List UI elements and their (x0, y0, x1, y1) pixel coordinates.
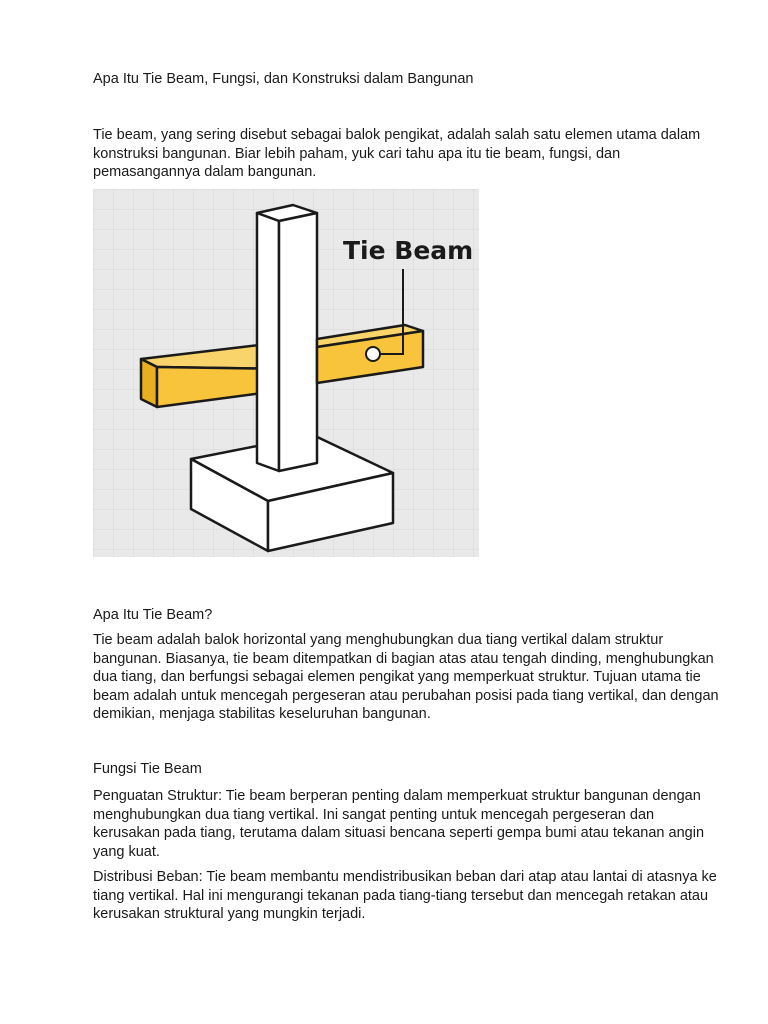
tie-beam-illustration (93, 189, 479, 557)
document-title: Apa Itu Tie Beam, Fungsi, dan Konstruksi dalam Bangunan (93, 71, 474, 87)
bolt-hole (366, 347, 380, 361)
function-item-load-distribution: Distribusi Beban: Tie beam membantu mendistribusikan beban dari atap atau lantai di atasnya ke tiang vertikal. Hal ini mengurangi tekanan pada tiang-tiang tersebut dan mencegah retakan atau kerusakan struktural yang mungkin terjadi. (93, 869, 717, 923)
intro-paragraph: Tie beam, yang sering disebut sebagai balok pengikat, adalah salah satu elemen utama dalam konstruksi bangunan. Biar lebih paham, yuk cari tahu apa itu tie beam, fungsi, dan pemasangannya dalam bangunan. (93, 127, 701, 181)
section1-heading: Apa Itu Tie Beam? (93, 607, 213, 623)
figure-label: Tie Beam (343, 236, 474, 265)
tie-beam-figure (93, 189, 479, 557)
function-item-strengthening: Penguatan Struktur: Tie beam berperan penting dalam memperkuat struktur bangunan dengan menghubungkan dua tiang vertikal. Ini sangat penting untuk mencegah pergeseran dan kerusakan pada tiang, terutama dalam situasi bencana seperti gempa bumi atau tekanan angin yang kuat. (93, 788, 705, 860)
column (257, 205, 317, 471)
section2-heading: Fungsi Tie Beam (93, 761, 202, 777)
section1-body: Tie beam adalah balok horizontal yang menghubungkan dua tiang vertikal dalam struktur bangunan. Biasanya, tie beam ditempatkan di bagian atas atau tengah dinding, menghubungkan dua tiang, dan berfungsi sebagai elemen pengikat yang memperkuat struktur. Tujuan utama tie beam adalah untuk mencegah pergeseran atau perubahan posisi pada tiang vertikal, dan dengan demikian, menjaga stabilitas keseluruhan bangunan. (93, 632, 719, 723)
